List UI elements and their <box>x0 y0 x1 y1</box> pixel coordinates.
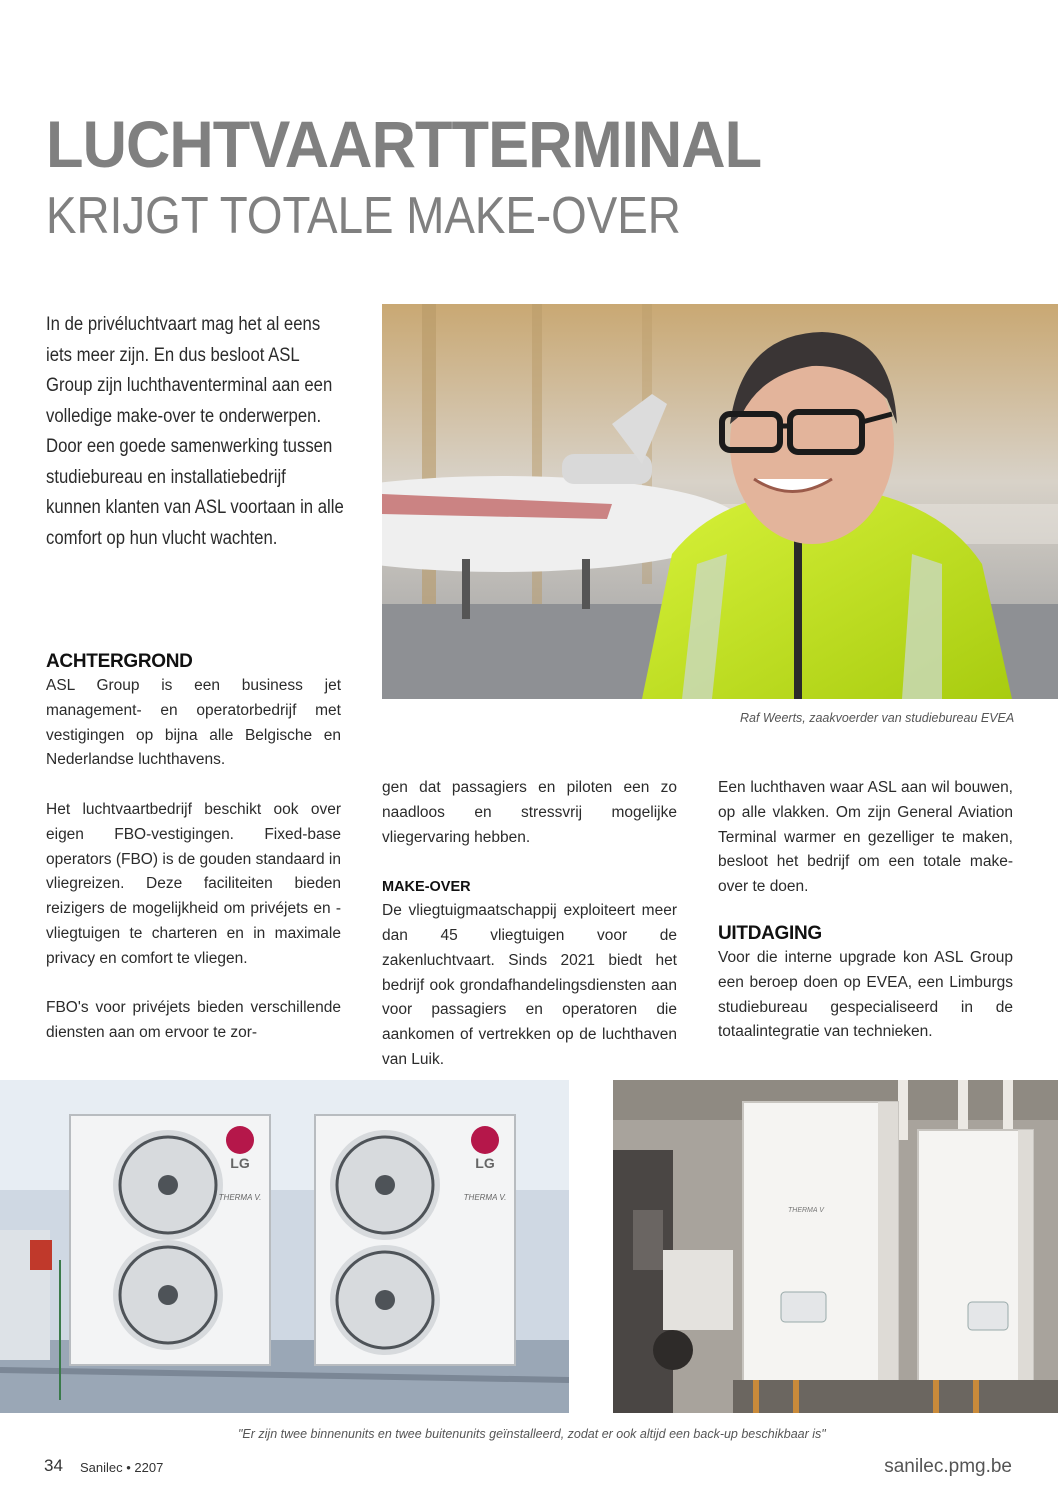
outdoor-model-label-2: THERMA V. <box>463 1193 507 1202</box>
portrait-caption: Raf Weerts, zaakvoerder van studiebureau EVEA <box>740 711 1015 725</box>
column-1 <box>46 650 341 1071</box>
paragraph: ASL Group is een business jet management- en operatorbedrijf met vestigingen op bijna alle Belgische en Nederlandse luchthavens. <box>46 677 341 769</box>
column-2 <box>382 776 677 1098</box>
portrait-illustration <box>382 304 1058 699</box>
units-caption: "Er zijn twee binnenunits en twee buitenunits geïnstalleerd, zodat er ook altijd een back-up beschikbaar is" <box>238 1427 826 1441</box>
heading-make-over: MAKE-OVER <box>382 879 471 896</box>
heading-uitdaging: UITDAGING <box>718 922 822 944</box>
paragraph: Het luchtvaartbedrijf beschikt ook over eigen FBO-vestigingen. Fixed-base operators (FBO) is de gouden standaard in vliegreizen. Deze faciliteiten bieden reizigers de mogelijkheid om privéjets en -vliegtuigen te charteren en in maximale privacy en comfort te vliegen. <box>46 800 341 967</box>
paragraph: gen dat passagiers en piloten een zo naadloos en stressvrij mogelijke vliegervaring hebben. <box>382 779 677 846</box>
outdoor-units-illustration <box>0 1080 569 1413</box>
indoor-model-label: THERMA V <box>788 1207 824 1214</box>
column-3 <box>718 776 1013 1070</box>
portrait-photo <box>382 304 1058 699</box>
page-subtitle: KRIJGT TOTALE MAKE-OVER <box>46 187 681 245</box>
indoor-units-photo <box>613 1080 1058 1413</box>
paragraph: FBO's voor privéjets bieden verschillende diensten aan om ervoor te zor- <box>46 999 341 1042</box>
paragraph: Een luchthaven waar ASL aan wil bouwen, op alle vlakken. Om zijn General Aviation Terminal warmer en gezelliger te maken, besloot het bedrijf om een totale make-over te doen. <box>718 779 1013 896</box>
outdoor-brand-label: LG <box>230 1155 250 1171</box>
outdoor-units-photo <box>0 1080 569 1413</box>
paragraph: Voor die interne upgrade kon ASL Group een beroep doen op EVEA, een Limburgs studiebureau gespecialiseerd in de totaalintegratie van technieken. <box>718 948 1013 1041</box>
page-number: 34 <box>44 1456 63 1475</box>
intro-paragraph: In de privéluchtvaart mag het al eens iets meer zijn. En dus besloot ASL Group zijn luchthaventerminal aan een volledige make-over te onderwerpen. Door een goede samenwerking tussen studiebureau en installatiebedrijf kunnen klanten van ASL voortaan in alle comfort op hun vlucht wachten. <box>46 314 344 549</box>
indoor-units-illustration <box>613 1080 1058 1413</box>
outdoor-model-label: THERMA V. <box>218 1193 262 1202</box>
page-title: LUCHTVAARTTERMINAL <box>46 107 762 181</box>
paragraph: De vliegtuigmaatschappij exploiteert meer dan 45 vliegtuigen voor de zakenluchtvaart. Sinds 2021 biedt het bedrijf ook grondafhandelingsdiensten aan voor passagiers en operatoren die aankomen of vertrekken op de luchthaven van Luik. <box>382 902 677 1068</box>
heading-achtergrond: ACHTERGROND <box>46 651 193 672</box>
magazine-issue: Sanilec • 2207 <box>80 1460 164 1475</box>
website-link[interactable]: sanilec.pmg.be <box>884 1456 1012 1477</box>
outdoor-brand-label-2: LG <box>475 1155 495 1171</box>
